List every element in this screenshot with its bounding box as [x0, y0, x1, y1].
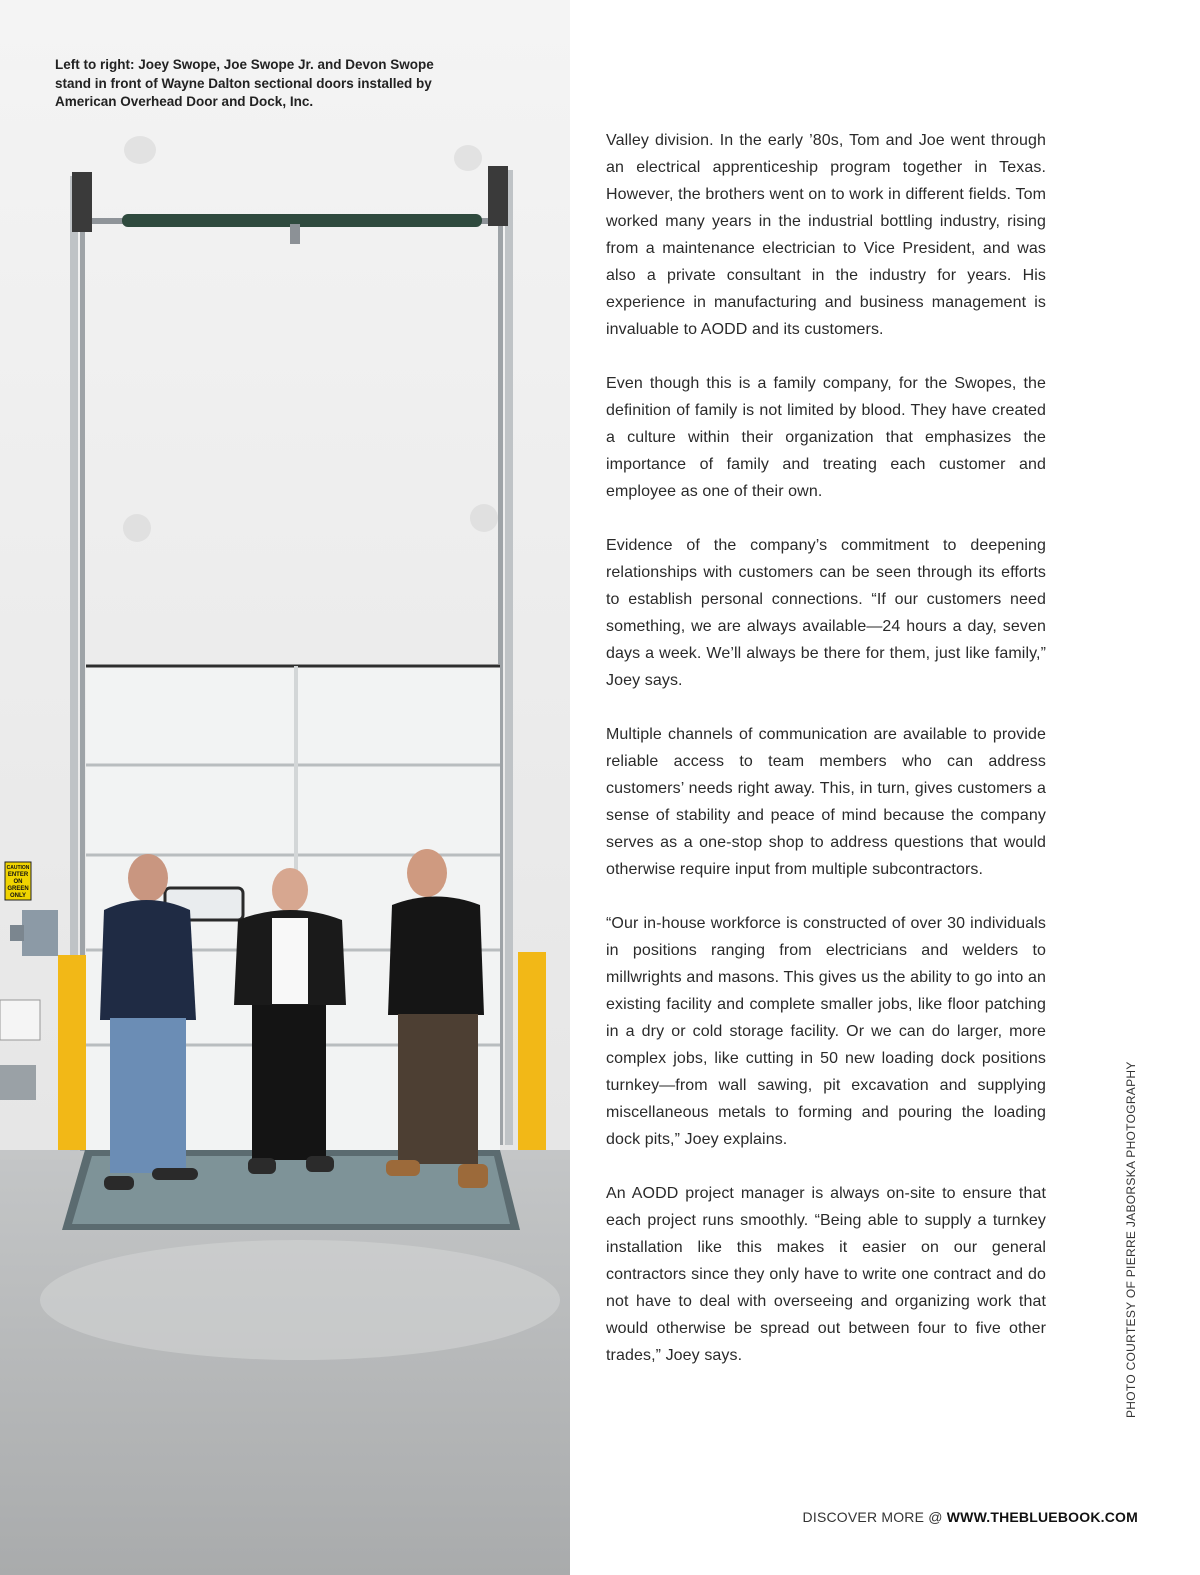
sign-line-4: GREEN — [7, 886, 29, 892]
paragraph: “Our in-house workforce is constructed of over 30 individuals in positions ranging from electricians and welders to millwrights and masons. This gives us the ability to go into an existing facility and complete smaller jobs, like floor patching in a dry or cold storage facility. Or we can do larger, more complex jobs, like cutting in 50 new loading dock positions turnkey—from wall sawing, pit excavation and supplying miscellaneous metals to forming and pouring the loading dock pits,” Joey explains. — [606, 915, 1046, 1148]
article-body — [606, 127, 1046, 1396]
footer-url-link[interactable]: WWW.THEBLUEBOOK.COM — [946, 1509, 1138, 1525]
paragraph: Multiple channels of communication are available to provide reliable access to team members who can address customers’ needs right away. This, in turn, gives customers a sense of stability and peace of mind because the company serves as a one-stop shop to address questions that would otherwise require input from multiple subcontractors. — [606, 726, 1046, 878]
sign-line-3: ON — [13, 879, 23, 885]
photo-caption: Left to right: Joey Swope, Joe Swope Jr. and Devon Swope stand in front of Wayne Dalton sectional doors installed by American Overhead Door and Dock, Inc. — [55, 57, 434, 109]
paragraph: An AODD project manager is always on-site to ensure that each project runs smoothly. “Being able to supply a turnkey installation like this makes it easier on our general contractors since they only have to write one contract and do not have to deal with overseeing and organizing work that would otherwise be spread out between four to five other trades,” Joey says. — [606, 1185, 1046, 1364]
paragraph: Valley division. In the early ’80s, Tom and Joe went through an electrical apprenticeship program together in Texas. However, the brothers went on to work in different fields. Tom worked many years in the industrial bottling industry, rising from a maintenance electrician to Vice President, and was also a private consultant in the industry for years. His experience in manufacturing and business management is invaluable to AODD and its customers. — [606, 132, 1046, 338]
photo-illustration — [0, 0, 570, 1575]
paragraph: Even though this is a family company, for the Swopes, the definition of family is not limited by blood. They have created a culture within their organization that emphasizes the importance of family and treating each customer and employee as one of their own. — [606, 375, 1046, 500]
sign-line-2: ENTER — [7, 872, 29, 878]
paragraph: Evidence of the company’s commitment to deepening relationships with customers can be seen through its efforts to establish personal connections. “If our customers need something, we are always available—24 hours a day, seven days a week. We’ll always be there for them, just like family,” Joey says. — [606, 537, 1046, 689]
footer-prefix: DISCOVER MORE @ — [802, 1509, 947, 1525]
footer — [803, 1509, 1138, 1525]
sign-line-5: ONLY — [9, 893, 27, 899]
sign-line-1: CAUTION — [6, 865, 30, 871]
photo-credit: PHOTO COURTESY OF PIERRE JABORSKA PHOTOGRAPHY — [1124, 1061, 1138, 1418]
feature-photo — [0, 0, 570, 1575]
